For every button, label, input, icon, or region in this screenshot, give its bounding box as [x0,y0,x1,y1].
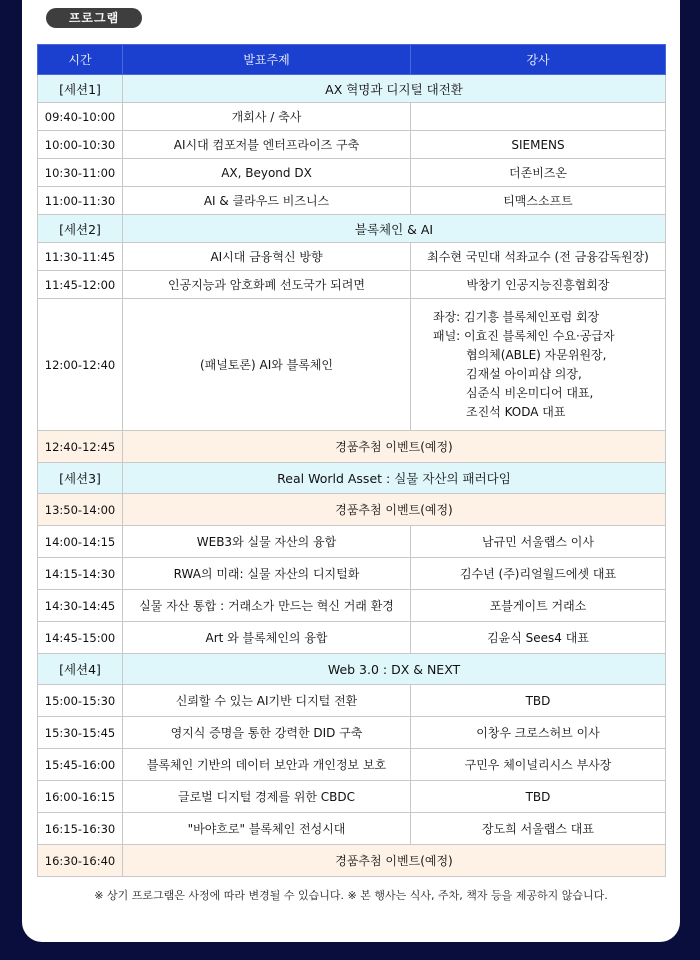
session-row [38,215,666,243]
time-cell: 14:45-15:00 [38,622,123,654]
topic-cell: 인공지능과 암호화폐 선도국가 되려면 [123,271,411,299]
table-row [38,159,666,187]
table-row [38,781,666,813]
topic-cell: "바야흐로" 블록체인 전성시대 [123,813,411,845]
time-cell: 12:00-12:40 [38,299,123,431]
table-row [38,243,666,271]
topic-cell: 개회사 / 축사 [123,103,411,131]
speaker-cell: 이창우 크로스허브 이사 [411,717,666,749]
program-table [37,44,666,877]
panel-line: 좌장: 김기흥 블록체인포럼 회장 [433,309,600,324]
panel-line: 김재설 아이피샵 의장, [466,366,582,381]
speaker-cell: TBD [411,781,666,813]
speaker-cell-panel [411,299,666,431]
speaker-cell: 김윤식 Sees4 대표 [411,622,666,654]
session-row [38,654,666,685]
table-row [38,103,666,131]
event-row [38,494,666,526]
speaker-cell: 더존비즈온 [411,159,666,187]
time-cell: 15:45-16:00 [38,749,123,781]
time-cell: 14:30-14:45 [38,590,123,622]
time-cell: 13:50-14:00 [38,494,123,526]
topic-cell: 신뢰할 수 있는 AI기반 디지털 전환 [123,685,411,717]
topic-cell: 글로벌 디지털 경제를 위한 CBDC [123,781,411,813]
table-row [38,749,666,781]
session-title: Web 3.0 : DX & NEXT [123,654,666,685]
time-cell: 11:45-12:00 [38,271,123,299]
table-row [38,526,666,558]
panel-line: 조진석 KODA 대표 [466,404,566,419]
topic-cell: RWA의 미래: 실물 자산의 디지털화 [123,558,411,590]
session-label: [세션1] [38,75,123,103]
panel-line: 협의체(ABLE) 자문위원장, [466,347,607,362]
topic-cell: Art 와 블록체인의 융합 [123,622,411,654]
speaker-cell: 구민우 체이널리시스 부사장 [411,749,666,781]
footnote: ※ 상기 프로그램은 사정에 따라 변경될 수 있습니다. ※ 본 행사는 식사, 주차, 책자 등을 제공하지 않습니다. [94,889,608,902]
speaker-cell [411,103,666,131]
topic-cell: AI시대 컴포저블 엔터프라이즈 구축 [123,131,411,159]
time-cell: 09:40-10:00 [38,103,123,131]
time-cell: 15:00-15:30 [38,685,123,717]
time-cell: 16:30-16:40 [38,845,123,877]
table-row [38,685,666,717]
speaker-cell: 남규민 서울랩스 이사 [411,526,666,558]
table-row [38,622,666,654]
table-row [38,717,666,749]
session-row [38,75,666,103]
topic-cell: 영지식 증명을 통한 강력한 DID 구축 [123,717,411,749]
session-title: 블록체인 & AI [123,215,666,243]
panel-line: 패널: 이효진 블록체인 수요·공급자 [433,328,615,343]
event-row [38,431,666,463]
session-label: [세션3] [38,463,123,494]
table-row [38,187,666,215]
speaker-cell: 장도희 서울랩스 대표 [411,813,666,845]
session-label: [세션2] [38,215,123,243]
time-cell: 12:40-12:45 [38,431,123,463]
program-badge: 프로그램 [46,8,142,28]
session-row [38,463,666,494]
header-speaker: 강사 [411,45,666,75]
time-cell: 10:00-10:30 [38,131,123,159]
speaker-cell: 포블게이트 거래소 [411,590,666,622]
topic-cell: 블록체인 기반의 데이터 보안과 개인정보 보호 [123,749,411,781]
event-title: 경품추첨 이벤트(예정) [123,494,666,526]
table-row [38,813,666,845]
event-title: 경품추첨 이벤트(예정) [123,431,666,463]
speaker-cell: 김수년 (주)리얼월드에셋 대표 [411,558,666,590]
time-cell: 10:30-11:00 [38,159,123,187]
header-topic: 발표주제 [123,45,411,75]
time-cell: 16:00-16:15 [38,781,123,813]
topic-cell: AX, Beyond DX [123,159,411,187]
event-row [38,845,666,877]
time-cell: 11:30-11:45 [38,243,123,271]
session-title: AX 혁명과 디지털 대전환 [123,75,666,103]
time-cell: 16:15-16:30 [38,813,123,845]
panel-line: 심준식 비온미디어 대표, [466,385,594,400]
panel-speaker-list [413,308,663,422]
topic-cell: WEB3와 실물 자산의 융합 [123,526,411,558]
session-label: [세션4] [38,654,123,685]
table-row [38,271,666,299]
time-cell: 11:00-11:30 [38,187,123,215]
session-title: Real World Asset : 실물 자산의 패러다임 [123,463,666,494]
table-row [38,558,666,590]
table-header-row [38,45,666,75]
table-row [38,131,666,159]
speaker-cell: SIEMENS [411,131,666,159]
time-cell: 14:15-14:30 [38,558,123,590]
topic-cell: 실물 자산 통합 : 거래소가 만드는 혁신 거래 환경 [123,590,411,622]
speaker-cell: 최수현 국민대 석좌교수 (전 금융감독원장) [411,243,666,271]
topic-cell: AI시대 금융혁신 방향 [123,243,411,271]
table-row-panel [38,299,666,431]
header-time: 시간 [38,45,123,75]
speaker-cell: TBD [411,685,666,717]
event-title: 경품추첨 이벤트(예정) [123,845,666,877]
topic-cell: AI & 클라우드 비즈니스 [123,187,411,215]
speaker-cell: 티맥스소프트 [411,187,666,215]
time-cell: 15:30-15:45 [38,717,123,749]
time-cell: 14:00-14:15 [38,526,123,558]
table-row [38,590,666,622]
speaker-cell: 박창기 인공지능진흥협회장 [411,271,666,299]
topic-cell: (패널토론) AI와 블록체인 [123,299,411,431]
